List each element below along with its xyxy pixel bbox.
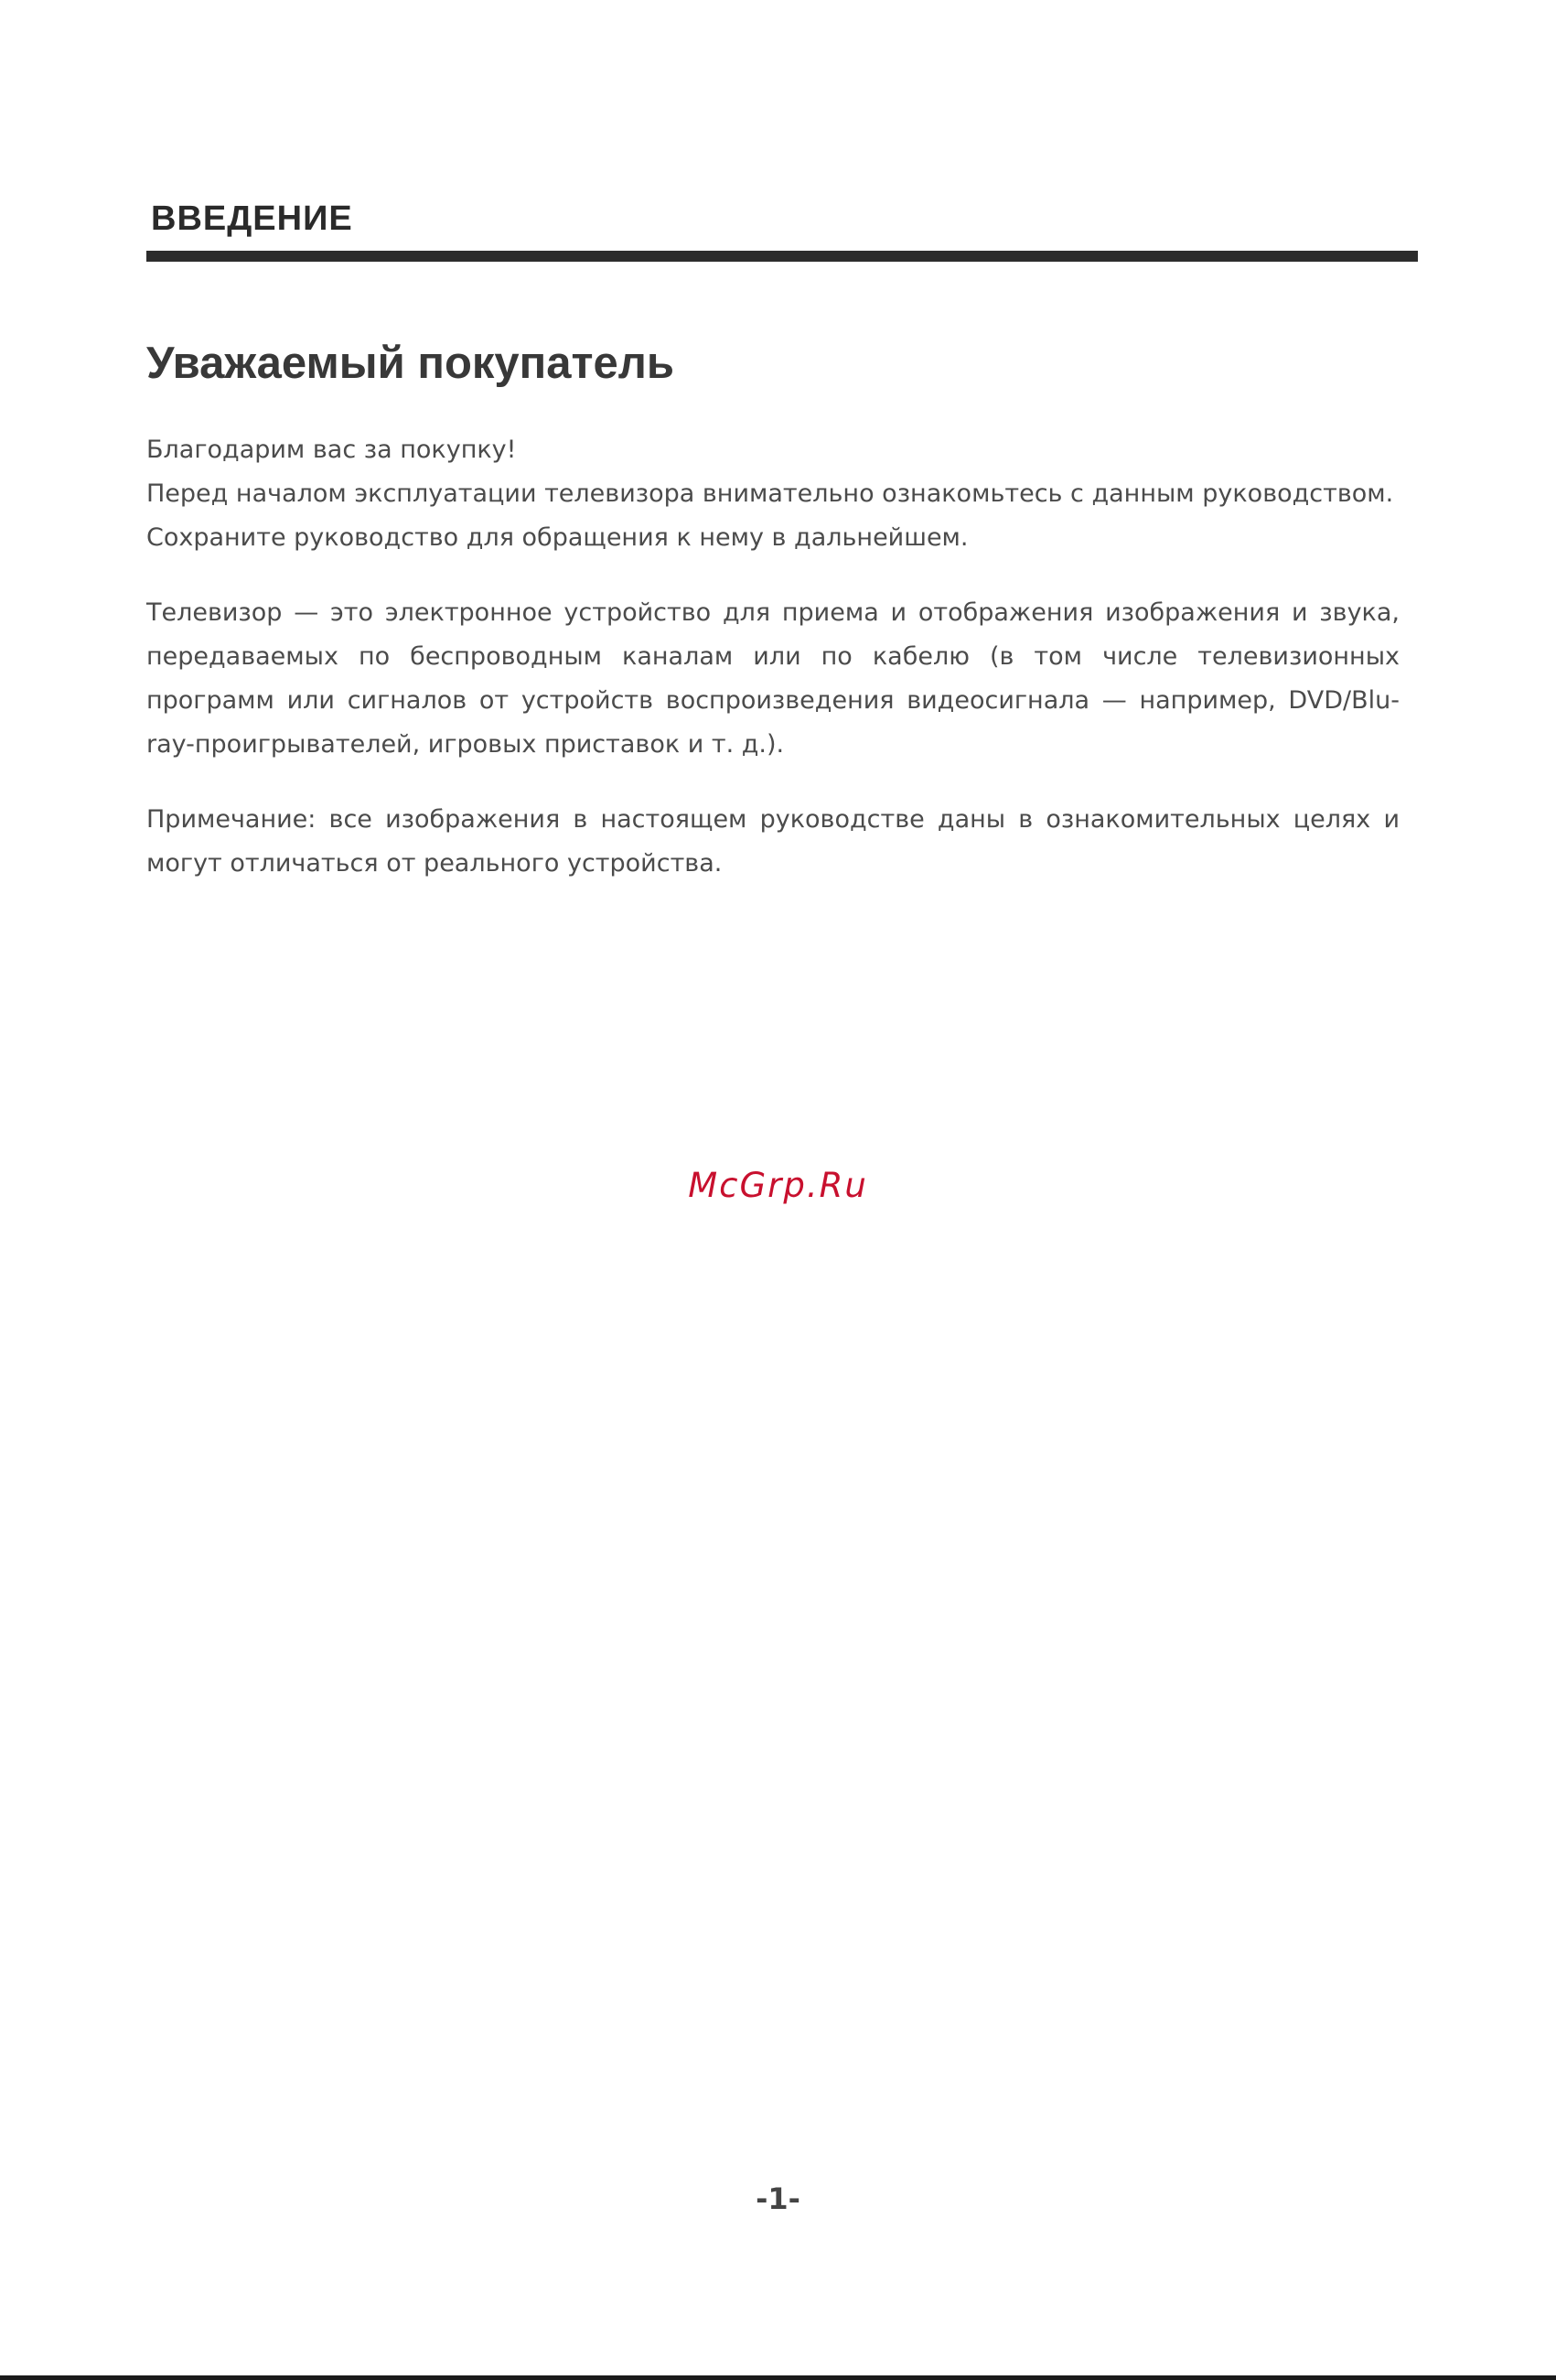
section-divider xyxy=(146,251,1418,262)
page-content xyxy=(146,331,1400,917)
description-paragraph: Телевизор — это электронное устройство для приема и отображения изображения и звука, передаваемых по беспроводным каналам или по кабелю (в том числе телевизионных программ или сигналов от устройств воспроизведения видеосигнала — например, DVD/Blu-ray-проигрывателей, игровых приставок и т. д.). xyxy=(146,598,1400,759)
page-heading: Уважаемый покупатель xyxy=(146,339,675,388)
watermark-text: McGrp.Ru xyxy=(688,1166,868,1205)
intro-instructions: Перед началом эксплуатации телевизора внимательно ознакомьтесь с данным руководством. Сохраните руководство для обращения к нему в дальнейшем. xyxy=(146,479,1394,552)
page-number: -1- xyxy=(756,2181,800,2216)
section-header xyxy=(146,198,1418,262)
note-paragraph: Примечание: все изображения в настоящем руководстве даны в ознакомительных целях и могут отличаться от реального устройства. xyxy=(146,805,1400,878)
intro-paragraph xyxy=(146,428,1400,560)
bottom-border xyxy=(0,2375,1556,2380)
intro-thanks: Благодарим вас за покупку! xyxy=(146,436,517,464)
section-title: ВВЕДЕНИЕ xyxy=(151,199,353,238)
